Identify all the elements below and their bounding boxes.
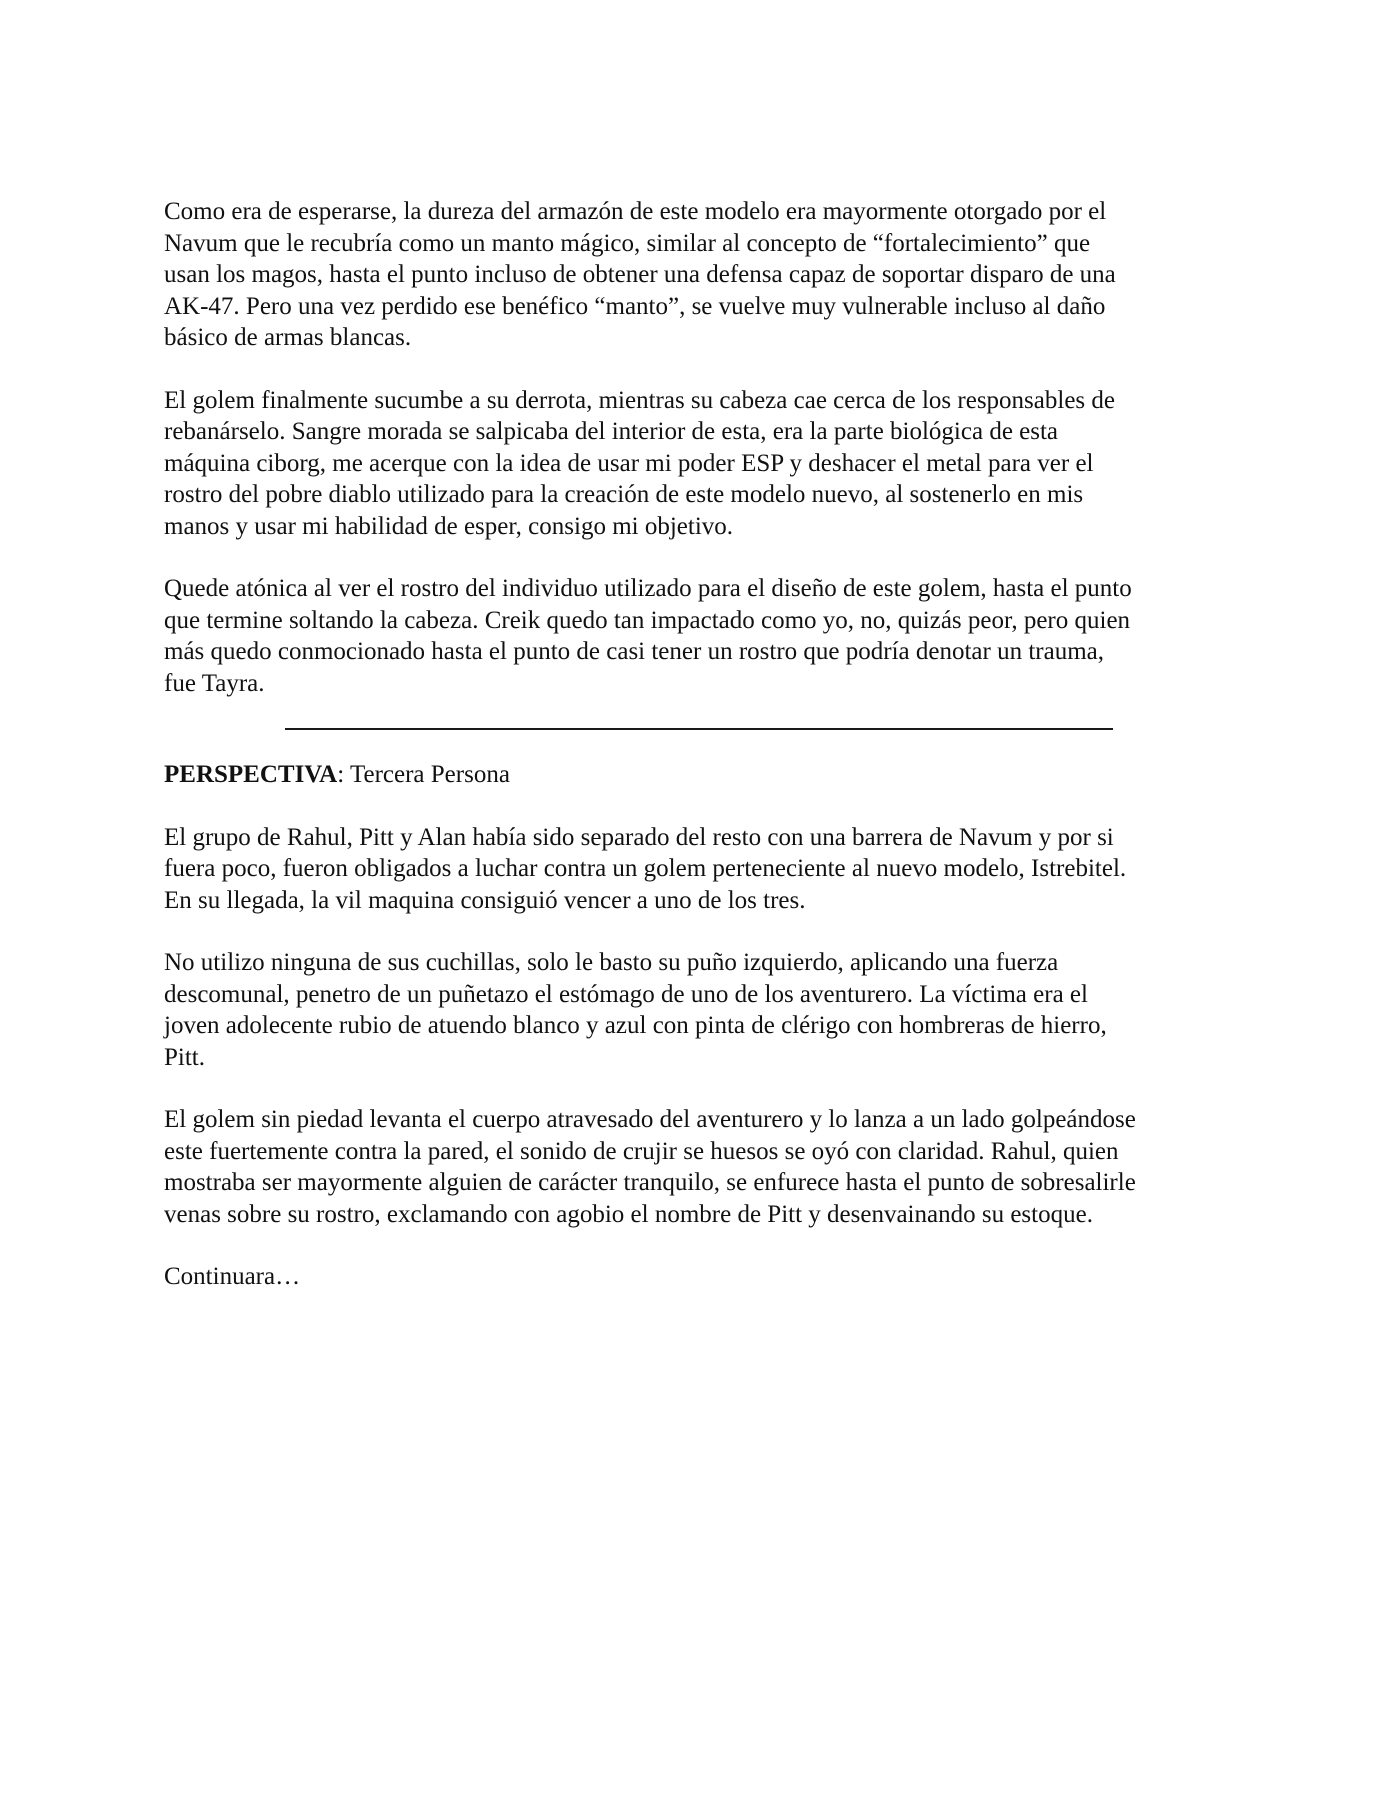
document-body xyxy=(164,196,1244,1293)
perspective-value: Tercera Persona xyxy=(349,761,510,788)
perspective-heading xyxy=(164,759,1244,791)
perspective-separator: : xyxy=(337,761,350,788)
ending-text: Continuara… xyxy=(164,1263,301,1290)
section-divider xyxy=(285,728,1113,730)
paragraph-armazon: Como era de esperarse, la dureza del armazón de este modelo era mayormente otorgado por el Navum que le recubría como un manto mágico, similar al concepto de “fortalecimiento” que usan los magos, hasta el punto incluso de obtener una defensa capaz de soportar disparo de una AK-47. Pero una vez perdido ese benéfico “manto”, se vuelve muy vulnerable incluso al daño básico de armas blancas. xyxy=(164,198,1116,351)
perspective-label: PERSPECTIVA xyxy=(164,761,338,788)
paragraph-grupo-rahul: El grupo de Rahul, Pitt y Alan había sido separado del resto con una barrera de Navum y por si fuera poco, fueron obligados a luchar contra un golem perteneciente al nuevo modelo, Istrebitel. En su llegada, la vil maquina consiguió vencer a uno de los tres. xyxy=(164,823,1127,914)
paragraph-golem-sin-piedad: El golem sin piedad levanta el cuerpo atravesado del aventurero y lo lanza a un lado golpeándose este fuertemente contra la pared, el sonido de crujir se huesos se oyó con claridad. Rahul, quien mostraba ser mayormente alguien de carácter tranquilo, se enfurece hasta el punto de sobresalirle venas sobre su rostro, exclamando con agobio el nombre de Pitt y desenvainando su estoque. xyxy=(164,1106,1136,1228)
paragraph-cuchillas: No utilizo ninguna de sus cuchillas, solo le basto su puño izquierdo, aplicando una fuerza descomunal, penetro de un puñetazo el estómago de uno de los aventurero. La víctima era el joven adolecente rubio de atuendo blanco y azul con pinta de clérigo con hombreras de hierro, Pitt. xyxy=(164,949,1107,1071)
paragraph-golem-derrota: El golem finalmente sucumbe a su derrota, mientras su cabeza cae cerca de los responsables de rebanárselo. Sangre morada se salpicaba del interior de esta, era la parte biológica de esta máquina ciborg, me acerque con la idea de usar mi poder ESP y deshacer el metal para ver el rostro del pobre diablo utilizado para la creación de este modelo nuevo, al sostenerlo en mis manos y usar mi habilidad de esper, consigo mi objetivo. xyxy=(164,386,1115,540)
paragraph-rostro-individuo: Quede atónica al ver el rostro del individuo utilizado para el diseño de este golem, hasta el punto que termine soltando la cabeza. Creik quedo tan impactado como yo, no, quizás peor, pero quien más quedo conmocionado hasta el punto de casi tener un rostro que podría denotar un trauma, fue Tayra. xyxy=(164,575,1132,697)
